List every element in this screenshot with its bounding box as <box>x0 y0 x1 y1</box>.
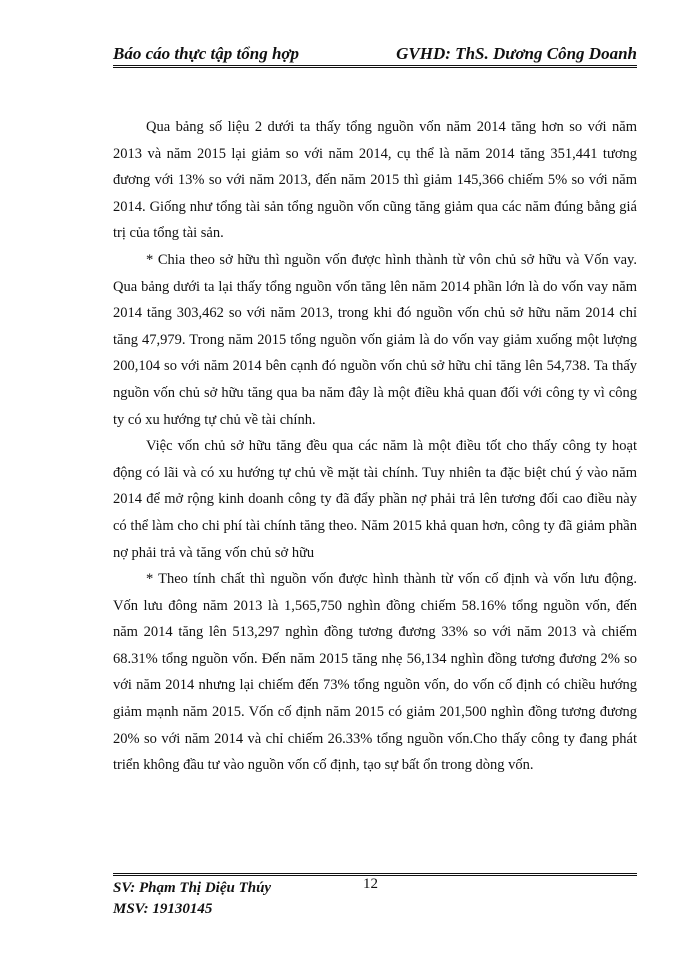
body-text <box>113 114 637 779</box>
student-id: MSV: 19130145 <box>113 901 213 917</box>
paragraph-ownership-split: * Chia theo sở hữu thì nguồn vốn được hình thành từ vôn chủ sở hữu và Vốn vay. Qua bảng dưới ta lại thấy tổng nguồn vốn tăng lên năm 2014 phần lớn là do vốn vay năm 2014 tăng 303,462 so với năm 2013, trong khi đó nguồn vốn chủ sở hữu năm 2014 chỉ tăng 47,979. Trong năm 2015 tổng nguồn vốn giảm là do vốn vay giảm xuống một lượng 200,104 so với năm 2014 bên cạnh đó nguồn vốn chủ sở hữu chỉ tăng lên 54,738. Ta thấy nguồn vốn chủ sở hữu tăng qua ba năm đây là một điều khả quan đối với công ty vì công ty có xu hướng tự chủ về tài chính. <box>113 251 637 428</box>
report-title: Báo cáo thực tập tổng hợp <box>113 44 300 63</box>
paragraph-capital-nature: * Theo tính chất thì nguồn vốn được hình thành từ vốn cố định và vốn lưu động. Vốn lưu đông năm 2013 là 1,565,750 nghìn đồng chiếm 58.16% tổng nguồn vốn, đến năm 2014 tăng lên 513,297 nghìn đồng tương đương 33% so với năm 2013 và chiếm 68.31% tổng nguồn vốn. Đến năm 2015 tăng nhẹ 56,134 nghìn đồng tương đương 2% so với năm 2014 nhưng lại chiếm đến 73% tổng nguồn vốn, do vốn cố định có chiều hướng giảm mạnh năm 2015. Vốn cố định năm 2015 có giảm 201,500 nghìn đồng tương đương 20% so với năm 2014 và chỉ chiếm 26.33% tổng nguồn vốn.Cho thấy công ty đang phát triển không đầu tư vào nguồn vốn cố định, tạo sự bất ổn trong dòng vốn. <box>113 571 637 774</box>
paragraph-equity-growth: Việc vốn chủ sở hữu tăng đều qua các năm là một điều tốt cho thấy công ty hoạt động có lãi và có xu hướng tự chủ về mặt tài chính. Tuy nhiên ta đặc biệt chú ý vào năm 2014 để mở rộng kinh doanh công ty đã đẩy phần nợ phải trả lên tương đối cao điều này có thể làm cho chi phí tài chính tăng theo. Năm 2015 khả quan hơn, công ty đã giảm phần nợ phải trả và tăng vốn chủ sở hữu <box>113 438 637 561</box>
page-number: 12 <box>363 876 378 892</box>
header-divider <box>113 65 637 68</box>
supervisor-name: GVHD: ThS. Dương Công Doanh <box>396 44 637 63</box>
student-name: SV: Phạm Thị Diệu Thúy <box>113 880 272 896</box>
paragraph-total-capital: Qua bảng số liệu 2 dưới ta thấy tổng nguồn vốn năm 2014 tăng hơn so với năm 2013 và năm 2015 lại giảm so với năm 2014, cụ thể là năm 2014 tăng 351,441 tương đương với 13% so với năm 2013, đến năm 2015 thì giảm 145,366 chiếm 5% so với năm 2014. Giống như tổng tài sản tổng nguồn vốn cũng tăng giảm qua các năm đúng bằng giá trị của tổng tài sản. <box>113 119 637 242</box>
page-header <box>113 40 637 68</box>
